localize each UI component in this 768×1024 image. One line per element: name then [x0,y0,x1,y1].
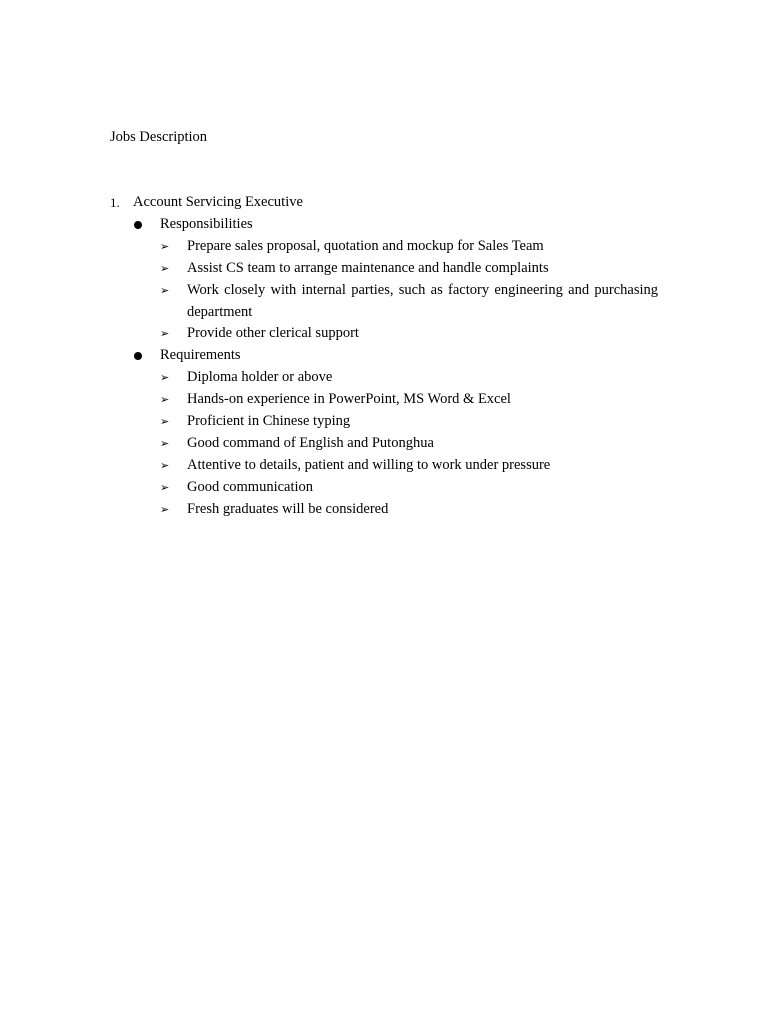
section-heading: Requirements [160,347,241,364]
section-responsibilities [110,214,658,236]
list-item [110,323,658,345]
list-item-text: Attentive to details, patient and willing to work under pressure [187,456,551,473]
arrowhead-bullet-icon: ➢ [160,458,170,472]
list-item [110,411,658,433]
arrowhead-bullet-icon: ➢ [160,371,170,385]
list-item-text: Assist CS team to arrange maintenance and handle complaints [187,259,549,276]
section-heading: Responsibilities [160,215,253,232]
list-item-text: Good command of English and Putonghua [187,434,434,451]
job-entry [110,192,658,214]
list-item [110,258,658,280]
list-item [110,280,658,324]
section-requirements [110,345,658,367]
list-item-text: Good communication [187,478,314,495]
job-title: Account Servicing Executive [133,194,303,210]
arrowhead-bullet-icon: ➢ [160,239,170,253]
list-item [110,499,658,521]
list-item [110,455,658,477]
list-item [110,433,658,455]
filled-circle-bullet-icon [134,221,142,229]
arrowhead-bullet-icon: ➢ [160,502,170,516]
list-item [110,389,658,411]
list-item-text: Diploma holder or above [187,369,333,386]
list-item-text: Hands-on experience in PowerPoint, MS Word & Excel [187,391,511,408]
list-item [110,367,658,389]
filled-circle-bullet-icon [134,352,142,360]
list-item-text: Work closely with internal parties, such as factory engineering and purchasing department [187,281,658,320]
list-item-text: Provide other clerical support [187,325,359,342]
job-number: 1. [110,195,120,210]
arrowhead-bullet-icon: ➢ [160,283,170,297]
job-list [110,192,658,521]
arrowhead-bullet-icon: ➢ [160,261,170,275]
arrowhead-bullet-icon: ➢ [160,436,170,450]
arrowhead-bullet-icon: ➢ [160,480,170,494]
list-item [110,236,658,258]
list-item [110,477,658,499]
arrowhead-bullet-icon: ➢ [160,393,170,407]
arrowhead-bullet-icon: ➢ [160,327,170,341]
arrowhead-bullet-icon: ➢ [160,415,170,429]
list-item-text: Fresh graduates will be considered [187,500,389,517]
list-item-text: Proficient in Chinese typing [187,413,351,430]
document-title: Jobs Description [110,129,208,145]
list-item-text: Prepare sales proposal, quotation and mockup for Sales Team [187,237,544,254]
